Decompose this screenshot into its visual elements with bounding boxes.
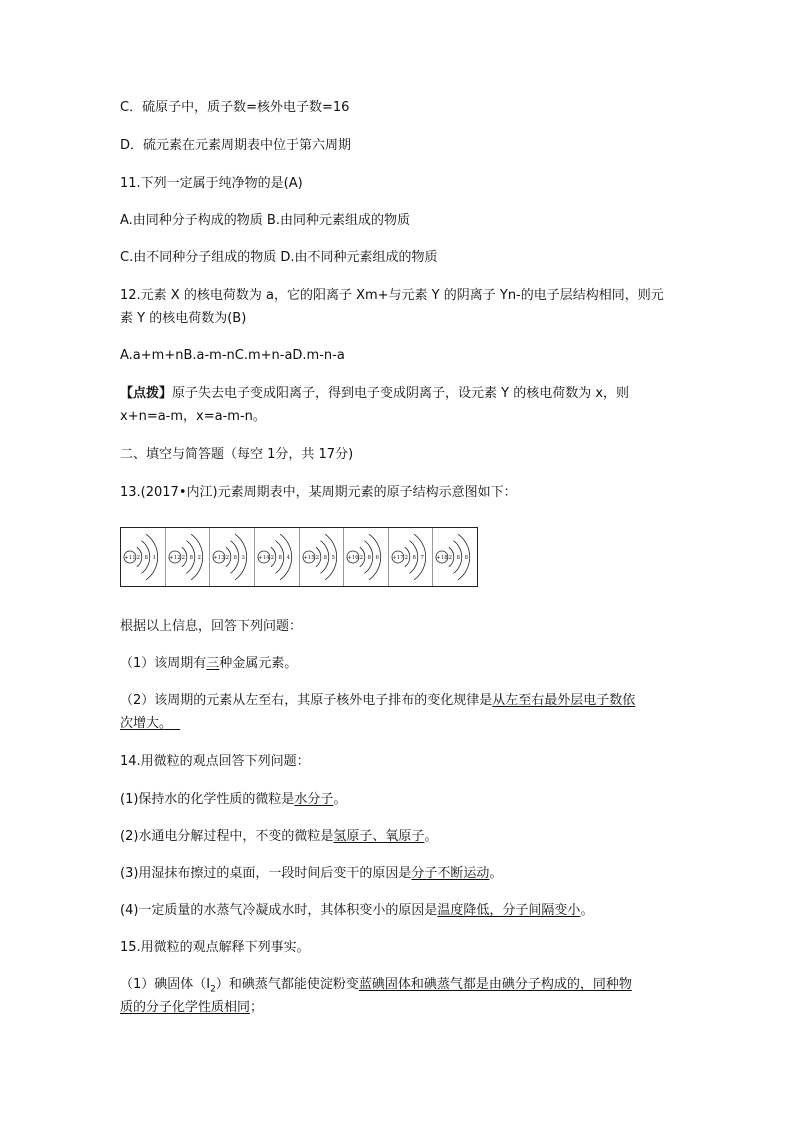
atom-diagram [210, 528, 255, 586]
question-12-line2: 素 Y 的核电荷数为(B) [120, 311, 247, 326]
question-14-part2 [120, 827, 437, 847]
atom-diagram [300, 528, 345, 586]
q13-2-answer-b: 次增大。 [120, 716, 173, 731]
q15-1-middle: ）和碘蒸气都能使淀粉变 [215, 977, 359, 992]
q15-1-answer-b: 质的分子化学性质相同 [120, 1000, 251, 1015]
question-13-info: 根据以上信息，回答下列问题： [120, 619, 303, 634]
tip-text: 原子失去电子变成阳离子，得到电子变成阴离子，设元素 Y 的核电荷数为 x，则 [172, 386, 630, 401]
q13-1-suffix: 种金属元素。 [219, 656, 298, 671]
atom-diagram-svg [389, 528, 433, 586]
shell-electron-count: 8 [233, 554, 238, 562]
shell-electron-count: 2 [404, 554, 408, 562]
atom-diagram-svg [433, 528, 477, 586]
question-15: 15.用微粒的观点解释下列事实。 [120, 940, 310, 955]
tip-line2: x+n=a-m，x=a-m-n。 [120, 409, 266, 424]
question-13-part1 [120, 654, 297, 674]
q14-2-answer: 氢原子、氧原子 [333, 829, 425, 844]
shell-electron-count: 5 [330, 554, 335, 562]
q13-1-prefix: （1）该周期有 [120, 656, 207, 671]
shell-electron-count: 2 [270, 554, 274, 562]
atom-diagram-svg [210, 528, 254, 586]
nucleus-label: +14 [258, 554, 270, 562]
question-14-part1 [120, 790, 346, 810]
q14-2-suffix: 。 [424, 829, 438, 844]
shell-electron-count: 8 [323, 554, 327, 562]
atom-diagram [121, 528, 166, 586]
question-11-options-cd: C.由不同种分子组成的物质 D.由不同种元素组成的物质 [120, 250, 438, 265]
question-14-part4 [120, 901, 593, 921]
atom-diagram-svg [344, 528, 388, 586]
atom-diagram [255, 528, 300, 586]
shell-electron-count: 6 [375, 554, 380, 562]
question-11: 11.下列一定属于纯净物的是(A) [120, 176, 303, 191]
shell-electron-count: 2 [136, 554, 141, 562]
shell-electron-count: 3 [241, 554, 246, 562]
q14-1-prefix: (1)保持水的化学性质的微粒是 [120, 792, 295, 807]
option-d: D．硫元素在元素周期表中位于第六周期 [120, 138, 352, 153]
q14-1-answer: 水分子 [294, 792, 334, 807]
question-13-part2-line1 [120, 691, 635, 711]
q14-4-prefix: (4)一定质量的水蒸气冷凝成水时，其体积变小的原因是 [120, 903, 438, 918]
q14-4-answer: 温度降低，分子间隔变小 [437, 903, 581, 918]
question-12-options: A.a+m+nB.a-m-nC.m+n-aD.m-n-a [120, 348, 345, 363]
atom-diagram-svg [255, 528, 299, 586]
shell-electron-count: 7 [420, 554, 424, 562]
q13-2-prefix: （2）该周期的元素从左至右，其原子核外电子排布的变化规律是 [120, 693, 493, 708]
shell-electron-count: 8 [412, 554, 416, 562]
shell-electron-count: 1 [152, 554, 156, 562]
question-12-line1: 12.元素 X 的核电荷数为 a，它的阳离子 Xm+与元素 Y 的阴离子 Yn-的电子层结构相同，则元 [120, 288, 664, 303]
question-15-part1-line2 [120, 998, 263, 1018]
atom-diagram [344, 528, 389, 586]
q14-1-suffix: 。 [333, 792, 347, 807]
question-13-part2-line2 [120, 714, 180, 734]
shell-electron-count: 8 [367, 554, 372, 562]
shell-electron-count: 2 [359, 554, 364, 562]
question-14: 14.用微粒的观点回答下列问题： [120, 754, 310, 769]
nucleus-label: +16 [347, 554, 359, 562]
shell-electron-count: 2 [315, 554, 319, 562]
q14-3-answer: 分子不断运动 [411, 866, 490, 881]
atom-diagram [433, 528, 477, 586]
nucleus-label: +18 [436, 554, 449, 562]
nucleus-label: +13 [213, 554, 225, 562]
atom-diagram [166, 528, 211, 586]
tip-line1 [120, 384, 629, 404]
shell-electron-count: 2 [197, 554, 201, 562]
shell-electron-count: 8 [456, 554, 461, 562]
section-2-heading: 二、填空与简答题（每空 1分，共 17分) [120, 447, 354, 462]
atom-diagram [389, 528, 434, 586]
q13-1-answer: 三 [206, 656, 220, 671]
nucleus-label: +12 [168, 554, 181, 562]
shell-electron-count: 2 [181, 554, 185, 562]
shell-electron-count: 2 [225, 554, 230, 562]
shell-electron-count: 2 [448, 554, 453, 562]
shell-electron-count: 8 [278, 554, 282, 562]
nucleus-label: +17 [391, 554, 404, 562]
tip-label: 【点拨】 [120, 386, 173, 401]
nucleus-label: +15 [302, 554, 315, 562]
option-c: C．硫原子中，质子数=核外电子数=16 [120, 100, 350, 115]
shell-electron-count: 8 [189, 554, 193, 562]
shell-electron-count: 4 [286, 554, 290, 562]
question-14-part3 [120, 864, 502, 884]
q14-4-suffix: 。 [580, 903, 594, 918]
question-13: 13.(2017•内江)元素周期表中，某周期元素的原子结构示意图如下： [120, 485, 517, 500]
atom-diagram-svg [121, 528, 165, 586]
atom-diagram-svg [300, 528, 344, 586]
q14-3-prefix: (3)用湿抹布擦过的桌面，一段时间后变干的原因是 [120, 866, 412, 881]
shell-electron-count: 8 [464, 554, 469, 562]
nucleus-label: +11 [124, 554, 136, 562]
q15-1-answer-a: 蓝碘固体和碘蒸气都是由碘分子构成的，同种物 [358, 977, 632, 992]
q14-2-prefix: (2)水通电分解过程中，不变的微粒是 [120, 829, 334, 844]
question-11-options-ab: A.由同种分子构成的物质 B.由同种元素组成的物质 [120, 213, 410, 228]
atom-structure-diagram [120, 527, 478, 587]
q15-1-suffix: ； [250, 1000, 264, 1015]
q15-1-subscript: 2 [210, 984, 216, 995]
shell-electron-count: 8 [144, 554, 149, 562]
question-15-part1-line1 [120, 975, 632, 1000]
q14-3-suffix: 。 [489, 866, 503, 881]
q15-1-prefix: （1）碘固体（I [120, 977, 211, 992]
q13-2-answer-a: 从左至右最外层电子数依 [492, 693, 636, 708]
atom-diagram-svg [166, 528, 210, 586]
